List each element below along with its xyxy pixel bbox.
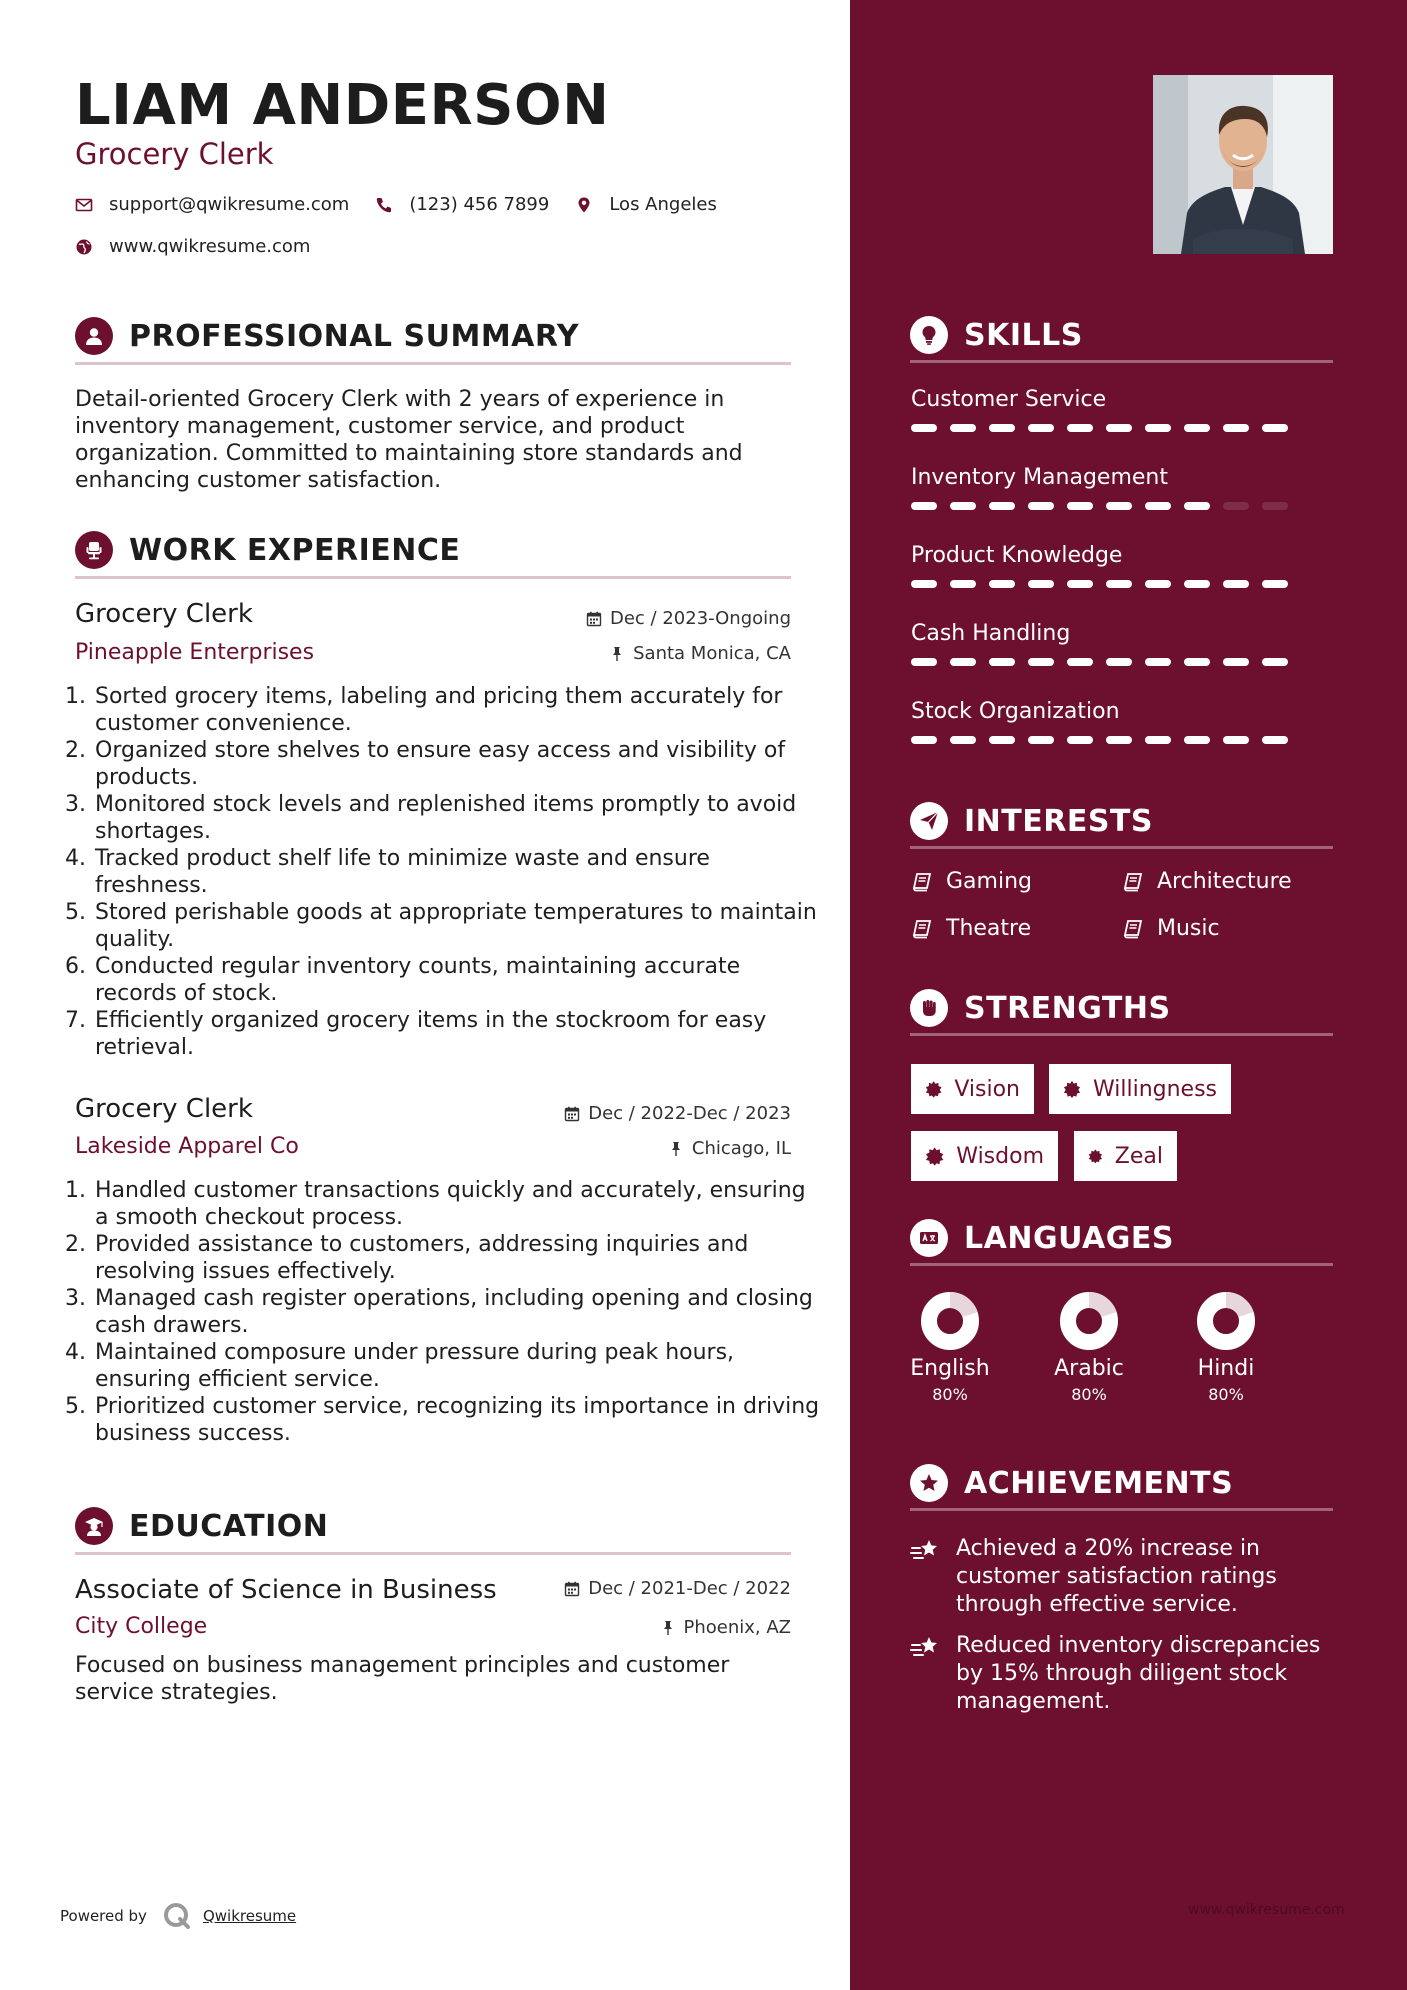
job-1-place-text: Santa Monica, CA [633, 643, 791, 664]
languages-heading: LANGUAGES [964, 1220, 1174, 1256]
achievement-text: Reduced inventory discrepancies by 15% through diligent stock management. [956, 1633, 1321, 1714]
job-2-title: Grocery Clerk [75, 1094, 253, 1124]
fist-icon [910, 989, 948, 1027]
duty-item: 3. Managed cash register operations, including opening and closing cash drawers. [93, 1285, 823, 1339]
achievements-heading: ACHIEVEMENTS [964, 1465, 1234, 1501]
interest-label: Architecture [1157, 869, 1292, 894]
duty-item: 4. Maintained composure under pressure during peak hours, ensuring efficient service. [93, 1339, 823, 1393]
education-school: City College [75, 1614, 208, 1639]
skill-item [911, 386, 1331, 414]
skill-item [911, 464, 1331, 492]
skill-level-segment [911, 736, 937, 744]
education-place [660, 1617, 792, 1638]
powered-by [60, 1900, 296, 1932]
skill-level-segment [911, 580, 937, 588]
skill-label: Customer Service [911, 387, 1107, 412]
profile-photo [1153, 75, 1333, 254]
skill-level-segment [950, 502, 976, 510]
skill-level-segment [1145, 736, 1171, 744]
interests-section-header [910, 796, 1333, 849]
duty-item: 6. Conducted regular inventory counts, maintaining accurate records of stock. [93, 953, 823, 1007]
language-percent: 80% [1071, 1385, 1107, 1404]
skill-level-segment [1028, 424, 1054, 432]
interest-label: Music [1157, 916, 1220, 941]
skill-level-segment [1145, 658, 1171, 666]
book-icon [912, 872, 932, 892]
job-1-date-text: Dec / 2023-Ongoing [610, 608, 791, 629]
pushpin-icon [660, 1620, 676, 1636]
skill-level-segment [1184, 580, 1210, 588]
email-text: support@qwikresume.com [109, 194, 350, 215]
job-2-date-text: Dec / 2022-Dec / 2023 [588, 1103, 791, 1124]
skill-level-segment [950, 424, 976, 432]
job-2-company: Lakeside Apparel Co [75, 1134, 299, 1159]
strength-chip [911, 1064, 1034, 1114]
skill-level-segment [1145, 580, 1171, 588]
duty-item: 5. Prioritized customer service, recognizing its importance in driving business success. [93, 1393, 823, 1447]
skill-level-segment [1106, 424, 1132, 432]
skill-level-segment [1184, 658, 1210, 666]
languages-section-header [910, 1213, 1333, 1266]
duty-item: 5. Stored perishable goods at appropriate temperatures to maintain quality. [93, 899, 823, 953]
achievements-section-header [910, 1458, 1333, 1511]
strength-label: Zeal [1114, 1143, 1163, 1169]
skill-level-segment [1223, 580, 1249, 588]
duty-item: 2. Provided assistance to customers, addressing inquiries and resolving issues effectively. [93, 1231, 823, 1285]
summary-heading: PROFESSIONAL SUMMARY [129, 318, 580, 354]
job-2-place [668, 1138, 791, 1159]
skill-level-segment [1067, 736, 1093, 744]
interest-item [912, 916, 1031, 941]
skill-level-segment [1028, 658, 1054, 666]
contact-row [75, 194, 743, 215]
badge-star-icon [1088, 1146, 1103, 1166]
phone-contact[interactable] [375, 194, 549, 215]
skill-level-bar [911, 424, 1301, 432]
strength-label: Vision [954, 1076, 1020, 1102]
skill-item [911, 620, 1331, 648]
badge-star-icon [925, 1146, 944, 1166]
skill-level-segment [950, 736, 976, 744]
book-icon [1123, 872, 1143, 892]
skill-level-segment [1262, 424, 1288, 432]
skill-label: Stock Organization [911, 699, 1120, 724]
user-icon [75, 317, 113, 355]
skill-label: Cash Handling [911, 621, 1071, 646]
skill-level-segment [1028, 736, 1054, 744]
job-1-duties [66, 683, 823, 1061]
skill-level-segment [1262, 736, 1288, 744]
skill-item [911, 698, 1331, 726]
skill-level-segment [989, 424, 1015, 432]
achievement-item [910, 1632, 1340, 1716]
skill-level-segment [1184, 736, 1210, 744]
strength-chip [911, 1131, 1058, 1181]
skill-level-segment [911, 658, 937, 666]
interest-item [1123, 916, 1220, 941]
location-text: Los Angeles [609, 194, 717, 215]
powered-label: Powered by [60, 1907, 147, 1925]
skill-level-segment [989, 580, 1015, 588]
summary-section-header [75, 310, 791, 365]
achievement-item [910, 1535, 1340, 1619]
gauge-hole [1214, 1309, 1238, 1333]
language-item [1044, 1290, 1134, 1404]
language-gauge [1058, 1290, 1120, 1352]
skill-level-segment [1067, 580, 1093, 588]
email-contact[interactable] [75, 194, 349, 215]
skill-level-segment [1106, 658, 1132, 666]
strength-chip [1074, 1131, 1177, 1181]
shooting-star-icon [910, 1538, 940, 1564]
graduate-icon [75, 1507, 113, 1545]
language-item [1181, 1290, 1271, 1404]
skill-level-segment [1145, 502, 1171, 510]
strength-chip [1049, 1064, 1231, 1114]
duty-item: 2. Organized store shelves to ensure easy access and visibility of products. [93, 737, 823, 791]
skill-level-bar [911, 658, 1301, 666]
job-2-date [564, 1103, 791, 1124]
job-1-company: Pineapple Enterprises [75, 640, 315, 665]
calendar-icon [586, 611, 602, 627]
education-heading: EDUCATION [129, 1508, 329, 1544]
job-2-place-text: Chicago, IL [691, 1138, 791, 1159]
education-date [564, 1578, 791, 1599]
summary-text: Detail-oriented Grocery Clerk with 2 years of experience in inventory management, customer service, and product organization. Committed to maintaining store standards and enhancing customer satisfaction. [75, 387, 743, 493]
envelope-icon [75, 196, 93, 214]
badge-star-icon [925, 1079, 942, 1099]
skill-level-segment [1184, 502, 1210, 510]
pushpin-icon [609, 646, 625, 662]
education-degree: Associate of Science in Business [75, 1575, 497, 1605]
candidate-role: Grocery Clerk [75, 137, 274, 171]
book-icon [1123, 919, 1143, 939]
achievement-text: Achieved a 20% increase in customer satisfaction ratings through effective service. [956, 1536, 1277, 1617]
skill-level-segment [1223, 736, 1249, 744]
education-text: Focused on business management principles and customer service strategies. [75, 1653, 730, 1705]
skill-label: Inventory Management [911, 465, 1168, 490]
phone-icon [375, 196, 393, 214]
job-1-date [586, 608, 791, 629]
strength-label: Wisdom [956, 1143, 1044, 1169]
job-1-title: Grocery Clerk [75, 599, 253, 629]
skill-level-segment [989, 658, 1015, 666]
skill-level-segment [1067, 424, 1093, 432]
job-1-place [609, 643, 791, 664]
phone-text: (123) 456 7899 [409, 194, 550, 215]
skill-level-segment [1067, 658, 1093, 666]
skill-level-bar [911, 502, 1301, 510]
skill-level-segment [989, 736, 1015, 744]
location-contact [575, 194, 717, 215]
language-percent: 80% [1208, 1385, 1244, 1404]
website-row [75, 236, 336, 257]
skill-level-segment [1184, 424, 1210, 432]
gauge-hole [1077, 1309, 1101, 1333]
calendar-icon [564, 1106, 580, 1122]
skill-level-segment [1145, 424, 1171, 432]
skill-level-segment [1106, 580, 1132, 588]
duty-item: 1. Sorted grocery items, labeling and pricing them accurately for customer convenience. [93, 683, 823, 737]
website-text: www.qwikresume.com [109, 236, 311, 257]
candidate-name: LIAM ANDERSON [75, 73, 610, 138]
skills-section-header [910, 310, 1333, 363]
qwikresume-logo-icon [161, 1900, 193, 1932]
skill-level-segment [1106, 736, 1132, 744]
skill-level-segment [1262, 658, 1288, 666]
interest-item [1123, 869, 1292, 894]
work-section-header [75, 524, 791, 579]
lightbulb-icon [910, 316, 948, 354]
skills-heading: SKILLS [964, 317, 1083, 353]
language-name: English [910, 1356, 990, 1381]
duty-item: 4. Tracked product shelf life to minimize waste and ensure freshness. [93, 845, 823, 899]
language-gauge [1195, 1290, 1257, 1352]
footer-website: www.qwikresume.com [1188, 1902, 1345, 1918]
duty-item: 1. Handled customer transactions quickly and accurately, ensuring a smooth checkout process. [93, 1177, 823, 1231]
skill-level-segment [1262, 580, 1288, 588]
education-place-text: Phoenix, AZ [683, 1617, 791, 1638]
calendar-icon [564, 1581, 580, 1597]
job-2-duties [66, 1177, 823, 1447]
star-badge-icon [910, 1464, 948, 1502]
shooting-star-icon [910, 1635, 940, 1661]
duty-item: 7. Efficiently organized grocery items in the stockroom for easy retrieval. [93, 1007, 823, 1061]
interest-label: Theatre [946, 916, 1032, 941]
education-date-text: Dec / 2021-Dec / 2022 [588, 1578, 791, 1599]
work-heading: WORK EXPERIENCE [129, 532, 461, 568]
strength-label: Willingness [1092, 1076, 1217, 1102]
person-portrait-icon [1153, 75, 1333, 254]
skill-level-segment [1106, 502, 1132, 510]
skill-level-segment [1223, 502, 1249, 510]
book-icon [912, 919, 932, 939]
language-percent: 80% [932, 1385, 968, 1404]
strengths-section-header [910, 983, 1333, 1036]
skill-level-bar [911, 580, 1301, 588]
skill-level-segment [989, 502, 1015, 510]
interest-label: Gaming [946, 869, 1032, 894]
language-item [905, 1290, 995, 1404]
skill-level-segment [950, 580, 976, 588]
paper-plane-icon [910, 802, 948, 840]
skill-level-segment [1223, 424, 1249, 432]
gauge-hole [938, 1309, 962, 1333]
map-pin-icon [575, 196, 593, 214]
education-section-header [75, 1500, 791, 1555]
language-card-icon [910, 1219, 948, 1257]
language-name: Hindi [1197, 1356, 1255, 1381]
language-gauge [919, 1290, 981, 1352]
badge-star-icon [1063, 1079, 1081, 1099]
globe-icon [75, 238, 93, 256]
skill-level-segment [911, 502, 937, 510]
skill-level-segment [950, 658, 976, 666]
skill-level-segment [1223, 658, 1249, 666]
office-chair-icon [75, 531, 113, 569]
interests-heading: INTERESTS [964, 803, 1153, 839]
skill-level-segment [1028, 580, 1054, 588]
skill-level-bar [911, 736, 1301, 744]
skill-item [911, 542, 1331, 570]
skill-label: Product Knowledge [911, 543, 1123, 568]
duty-item: 3. Monitored stock levels and replenished items promptly to avoid shortages. [93, 791, 823, 845]
language-name: Arabic [1054, 1356, 1124, 1381]
pushpin-icon [668, 1141, 684, 1157]
brand-link[interactable]: Qwikresume [202, 1907, 297, 1925]
website-contact[interactable] [75, 236, 310, 257]
skill-level-segment [1028, 502, 1054, 510]
skill-level-segment [1262, 502, 1288, 510]
skill-level-segment [1067, 502, 1093, 510]
interest-item [912, 869, 1032, 894]
skill-level-segment [911, 424, 937, 432]
strengths-heading: STRENGTHS [964, 990, 1171, 1026]
